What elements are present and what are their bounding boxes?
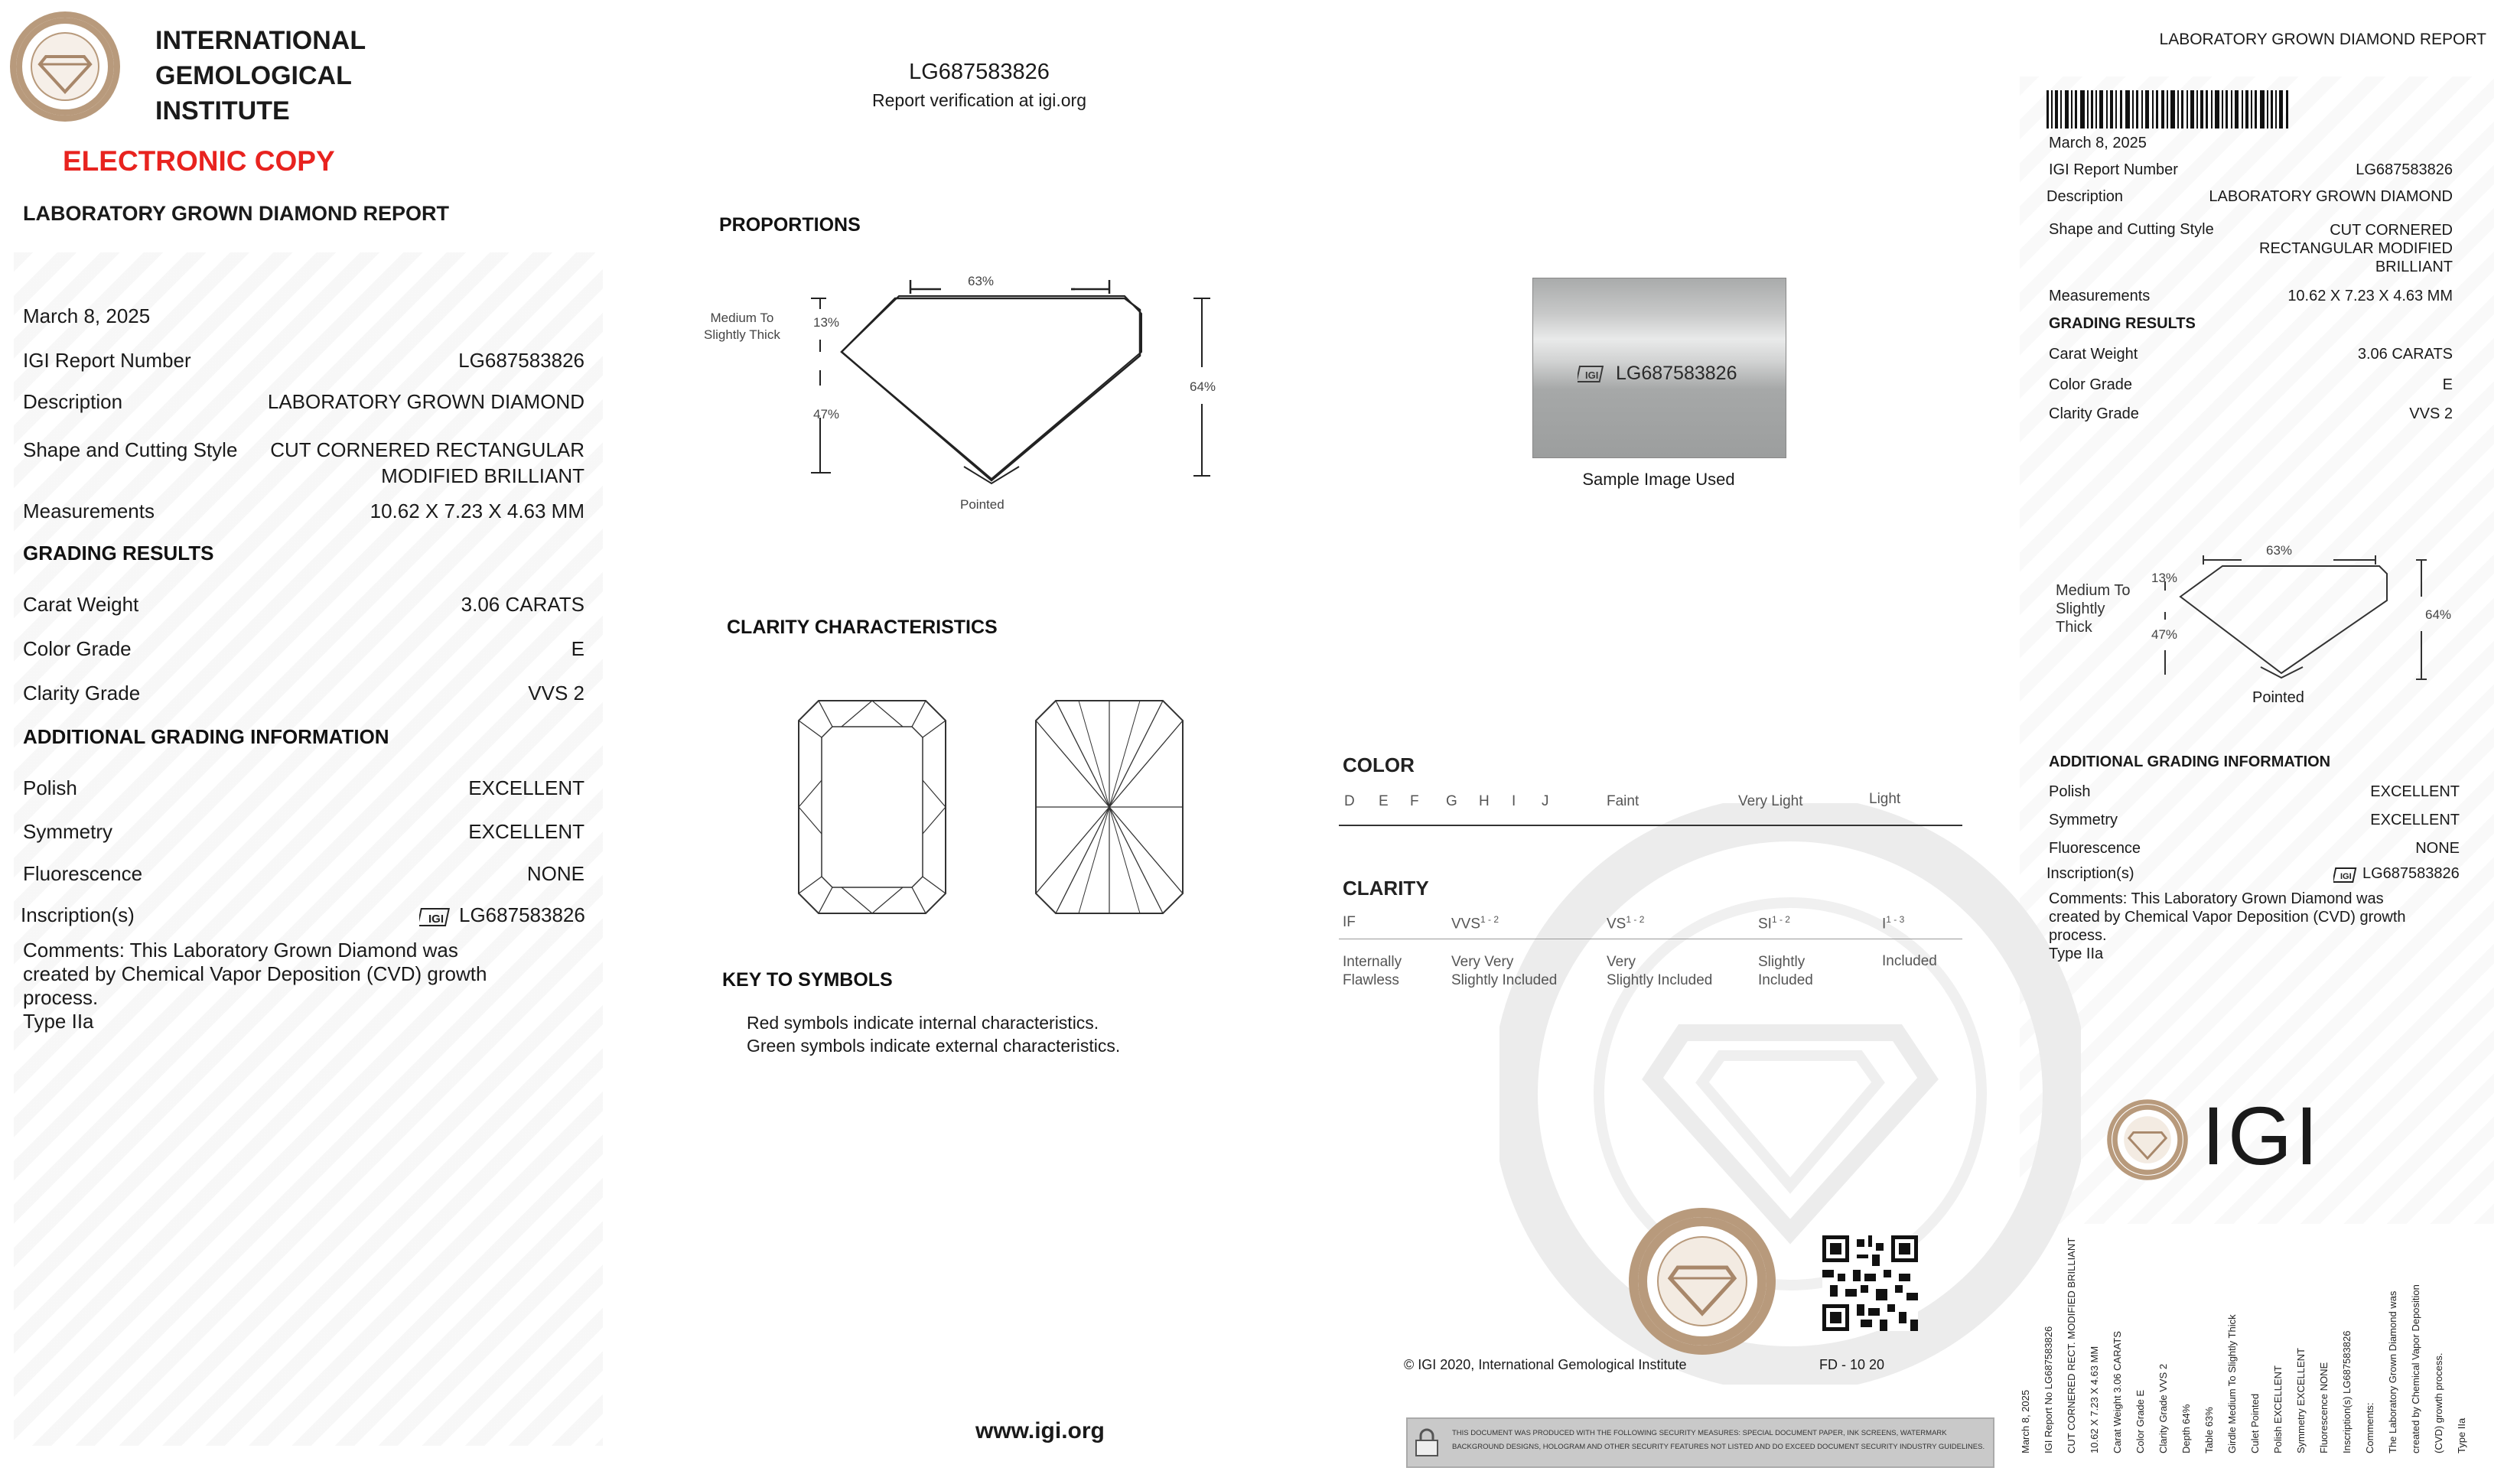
clarity-desc-vs-1: Very (1607, 954, 1636, 970)
verification-text: Report verification at igi.org (872, 90, 1086, 110)
stub-crown-pct: 13% (2151, 571, 2178, 585)
symmetry-value: EXCELLENT (468, 820, 584, 843)
stub-description-label: Description (2046, 188, 2124, 205)
verification-qr-code[interactable] (1822, 1235, 1918, 1331)
clarity-characteristics-title: CLARITY CHARACTERISTICS (727, 617, 998, 638)
crown-pct: 13% (813, 315, 840, 330)
stub-culet-label: Pointed (2252, 689, 2304, 706)
stub-carat-value: 3.06 CARATS (2357, 346, 2453, 363)
polish-label: Polish (23, 776, 77, 799)
stub-inscription-label: Inscription(s) (2046, 865, 2134, 882)
stub-report-label: IGI Report Number (2049, 161, 2178, 178)
copyright-text: © IGI 2020, International Gemological Institute (1404, 1357, 1687, 1372)
mini-summary-line: March 8, 2025 (2020, 1389, 2031, 1453)
website-link[interactable]: www.igi.org (975, 1418, 1105, 1443)
stub-grading-title: GRADING RESULTS (2049, 315, 2196, 332)
color-grade-label: Color Grade (23, 637, 132, 660)
stub-proportions-diagram (2157, 551, 2448, 704)
clarity-desc-if-2: Flawless (1343, 972, 1399, 988)
description-value: LABORATORY GROWN DIAMOND (267, 390, 584, 413)
inscription-label: Inscription(s) (21, 903, 135, 926)
additional-grading-title: ADDITIONAL GRADING INFORMATION (23, 725, 389, 748)
report-number-value: LG687583826 (458, 349, 584, 372)
stub-girdle-line2: Slightly (2056, 600, 2105, 617)
clarity-grade-vs: VS (1607, 916, 1626, 932)
igi-inscription-icon (419, 904, 456, 929)
stub-clarity-value: VVS 2 (2409, 405, 2453, 422)
comments-line2: created by Chemical Vapor Deposition (CVD) growth (23, 962, 487, 985)
comments-line4: Type IIa (23, 1010, 94, 1033)
igi-inscription-icon (1578, 363, 1608, 386)
stub-comments-line4: Type IIa (2049, 945, 2104, 962)
report-title: LABORATORY GROWN DIAMOND REPORT (23, 202, 449, 225)
clarity-scale-title: CLARITY (1343, 877, 1429, 900)
carat-weight-value: 3.06 CARATS (461, 593, 584, 616)
form-code: FD - 10 20 (1819, 1357, 1885, 1372)
stub-depth-pct: 64% (2425, 607, 2452, 622)
girdle-label-line1: Medium To (710, 311, 774, 325)
inscription-value: LG687583826 (459, 903, 585, 926)
stub-measurements-value: 10.62 X 7.23 X 4.63 MM (2287, 288, 2453, 304)
color-range-faint: Faint (1607, 793, 1639, 809)
key-to-symbols-title: KEY TO SYMBOLS (722, 969, 893, 991)
comments-line3: process. (23, 986, 99, 1009)
stub-date: March 8, 2025 (2049, 135, 2147, 151)
stub-inscription-value: LG687583826 (2362, 865, 2460, 882)
comments-line1: Comments: This Laboratory Grown Diamond was (23, 939, 458, 962)
sample-image-caption: Sample Image Used (1582, 470, 1735, 489)
key-red-symbols: Red symbols indicate internal characteristics. (747, 1013, 1099, 1033)
stub-report-value: LG687583826 (2356, 161, 2453, 178)
shape-label: Shape and Cutting Style (23, 438, 238, 461)
color-grade-g: G (1446, 793, 1457, 809)
stub-girdle-line1: Medium To (2056, 582, 2131, 599)
color-scale-divider (1339, 825, 1962, 826)
electronic-copy-label: ELECTRONIC COPY (63, 145, 335, 177)
stub-shape-label: Shape and Cutting Style (2049, 221, 2214, 238)
stub-color-value: E (2442, 376, 2453, 393)
mini-summary-line: Polish EXCELLENT (2272, 1365, 2284, 1453)
color-scale-title: COLOR (1343, 753, 1415, 776)
stub-shape-line2: RECTANGULAR MODIFIED (2259, 240, 2453, 257)
stub-comments-line1: Comments: This Laboratory Grown Diamond was (2049, 890, 2384, 907)
description-label: Description (23, 390, 123, 413)
mini-summary-line: IGI Report No LG687583826 (2043, 1326, 2054, 1453)
stub-polish-label: Polish (2049, 783, 2091, 800)
proportions-title: PROPORTIONS (719, 214, 861, 236)
stub-description-value: LABORATORY GROWN DIAMOND (2209, 188, 2453, 205)
svg-text:IGI: IGI (1585, 369, 1599, 381)
stub-symmetry-label: Symmetry (2049, 812, 2118, 828)
igi-seal-logo (8, 9, 122, 124)
clarity-grade-vvs-range: 1 - 2 (1480, 914, 1499, 925)
fluorescence-value: NONE (526, 862, 584, 885)
color-grade-value: E (571, 637, 584, 660)
clarity-desc-vvs-2: Slightly Included (1451, 972, 1558, 988)
report-number-header: LG687583826 (909, 60, 1050, 84)
stub-table-pct: 63% (2266, 543, 2293, 558)
stub-measurements-label: Measurements (2049, 288, 2151, 304)
color-range-very-light: Very Light (1738, 793, 1803, 809)
mini-summary-line: Symmetry EXCELLENT (2295, 1348, 2307, 1453)
security-text-line1: THIS DOCUMENT WAS PRODUCED WITH THE FOLLOWING SECURITY MEASURES: SPECIAL DOCUMENT PAPER, INK SCREENS, WATERMARK (1452, 1429, 1947, 1437)
culet-label: Pointed (960, 497, 1005, 512)
org-name-line1: INTERNATIONAL (155, 26, 366, 55)
color-grade-e: E (1379, 793, 1389, 809)
barcode (2046, 90, 2291, 129)
svg-text:IGI: IGI (428, 913, 444, 926)
mini-summary-line: (CVD) growth process. (2433, 1352, 2444, 1453)
stub-comments-line2: created by Chemical Vapor Deposition (CVD) growth (2049, 909, 2406, 926)
clarity-grade-si-range: 1 - 2 (1771, 914, 1790, 925)
clarity-desc-i: Included (1882, 953, 1937, 969)
igi-seal-emblem (1626, 1205, 1779, 1358)
mini-summary-line: Culet Pointed (2249, 1393, 2261, 1453)
clarity-desc-si-1: Slightly (1758, 954, 1806, 970)
mini-summary-line: Table 63% (2203, 1407, 2215, 1453)
mini-summary-line: Depth 64% (2180, 1404, 2192, 1453)
clarity-grade-si: SI (1758, 916, 1772, 932)
stub-girdle-line3: Thick (2056, 619, 2092, 636)
security-features-strip (1406, 1417, 1994, 1468)
clarity-desc-si-2: Included (1758, 972, 1813, 988)
grading-results-title: GRADING RESULTS (23, 542, 214, 565)
mini-summary-line: created by Chemical Vapor Deposition (2410, 1284, 2421, 1453)
mini-summary-strip (2012, 1235, 2502, 1465)
mini-summary-line: Color Grade E (2134, 1389, 2146, 1453)
clarity-desc-vs-2: Slightly Included (1607, 972, 1713, 988)
color-range-light: Light (1869, 791, 1901, 807)
table-pct: 63% (968, 274, 995, 288)
mini-summary-line: Girdle Medium To Slightly Thick (2226, 1314, 2238, 1453)
stub-polish-value: EXCELLENT (2370, 783, 2460, 800)
igi-inscription-icon (2333, 865, 2361, 885)
clarity-grade-vs-range: 1 - 2 (1626, 914, 1645, 925)
color-grade-d: D (1344, 793, 1355, 809)
sample-inscription-text: LG687583826 (1616, 363, 1737, 384)
shape-value-line2: MODIFIED BRILLIANT (381, 464, 584, 487)
stub-color-label: Color Grade (2049, 376, 2132, 393)
report-date: March 8, 2025 (23, 304, 151, 327)
igi-logo-seal (2105, 1098, 2190, 1182)
key-green-symbols: Green symbols indicate external characteristics. (747, 1036, 1121, 1056)
security-text-line2: BACKGROUND DESIGNS, HOLOGRAM AND OTHER SECURITY FEATURES NOT LISTED AND DO EXCEED DOCUMENT SECURITY INDUSTRY GUIDELINES. (1452, 1443, 1985, 1451)
lock-icon (1414, 1428, 1440, 1457)
proportions-diagram (803, 275, 1232, 505)
stub-comments-line3: process. (2049, 927, 2107, 944)
color-grade-i: I (1512, 793, 1516, 809)
svg-text:IGI: IGI (2340, 872, 2352, 881)
report-number-label: IGI Report Number (23, 349, 191, 372)
measurements-value: 10.62 X 7.23 X 4.63 MM (370, 500, 584, 522)
clarity-grade-if: IF (1343, 914, 1356, 930)
mini-summary-line: CUT CORNERED RECT. MODIFIED BRILLIANT (2066, 1237, 2077, 1453)
stub-shape-line3: BRILLIANT (2375, 259, 2453, 275)
measurements-label: Measurements (23, 500, 155, 522)
igi-watermark-seal (1499, 803, 2081, 1385)
color-grade-h: H (1479, 793, 1490, 809)
clarity-desc-if-1: Internally (1343, 954, 1402, 970)
mini-summary-line: Clarity Grade VVS 2 (2157, 1363, 2169, 1453)
color-grade-f: F (1410, 793, 1419, 809)
igi-logo-text: IGI (2202, 1089, 2322, 1182)
girdle-label-line2: Slightly Thick (704, 327, 780, 342)
mini-summary-line: Fluorescence NONE (2318, 1362, 2330, 1453)
clarity-grade-i-range: 1 - 3 (1886, 914, 1905, 925)
stub-additional-title: ADDITIONAL GRADING INFORMATION (2049, 753, 2331, 770)
mini-summary-line: The Laboratory Grown Diamond was (2387, 1290, 2398, 1453)
fluorescence-label: Fluorescence (23, 862, 143, 885)
stub-fluorescence-label: Fluorescence (2049, 840, 2141, 857)
org-name-line2: GEMOLOGICAL (155, 61, 352, 90)
pavilion-pct: 47% (813, 407, 840, 421)
clarity-plot-pavilion (1033, 696, 1186, 918)
mini-summary-line: 10.62 X 7.23 X 4.63 MM (2089, 1346, 2100, 1453)
clarity-grade-label: Clarity Grade (23, 682, 141, 705)
stub-pavilion-pct: 47% (2151, 627, 2178, 642)
mini-summary-line: Inscription(s) LG687583826 (2341, 1330, 2353, 1453)
clarity-grade-vvs: VVS (1451, 916, 1481, 932)
org-name-line3: INSTITUTE (155, 96, 290, 125)
clarity-plot-crown (796, 696, 949, 918)
stub-title: LABORATORY GROWN DIAMOND REPORT (2159, 31, 2486, 48)
stub-symmetry-value: EXCELLENT (2370, 812, 2460, 828)
clarity-grade-i: I (1882, 916, 1887, 932)
stub-shape-line1: CUT CORNERED (2330, 222, 2453, 239)
security-background-pattern (14, 252, 603, 1446)
depth-pct: 64% (1190, 379, 1216, 394)
mini-summary-line: Type IIa (2456, 1417, 2467, 1453)
carat-weight-label: Carat Weight (23, 593, 139, 616)
clarity-grade-value: VVS 2 (528, 682, 584, 705)
stub-clarity-label: Clarity Grade (2049, 405, 2139, 422)
symmetry-label: Symmetry (23, 820, 112, 843)
shape-value-line1: CUT CORNERED RECTANGULAR (270, 438, 584, 461)
clarity-desc-vvs-1: Very Very (1451, 954, 1514, 970)
polish-value: EXCELLENT (468, 776, 584, 799)
mini-summary-line: Carat Weight 3.06 CARATS (2112, 1331, 2123, 1453)
stub-fluorescence-value: NONE (2415, 840, 2460, 857)
color-grade-j: J (1542, 793, 1549, 809)
stub-carat-label: Carat Weight (2049, 346, 2138, 363)
mini-summary-line: Comments: (2364, 1402, 2375, 1453)
